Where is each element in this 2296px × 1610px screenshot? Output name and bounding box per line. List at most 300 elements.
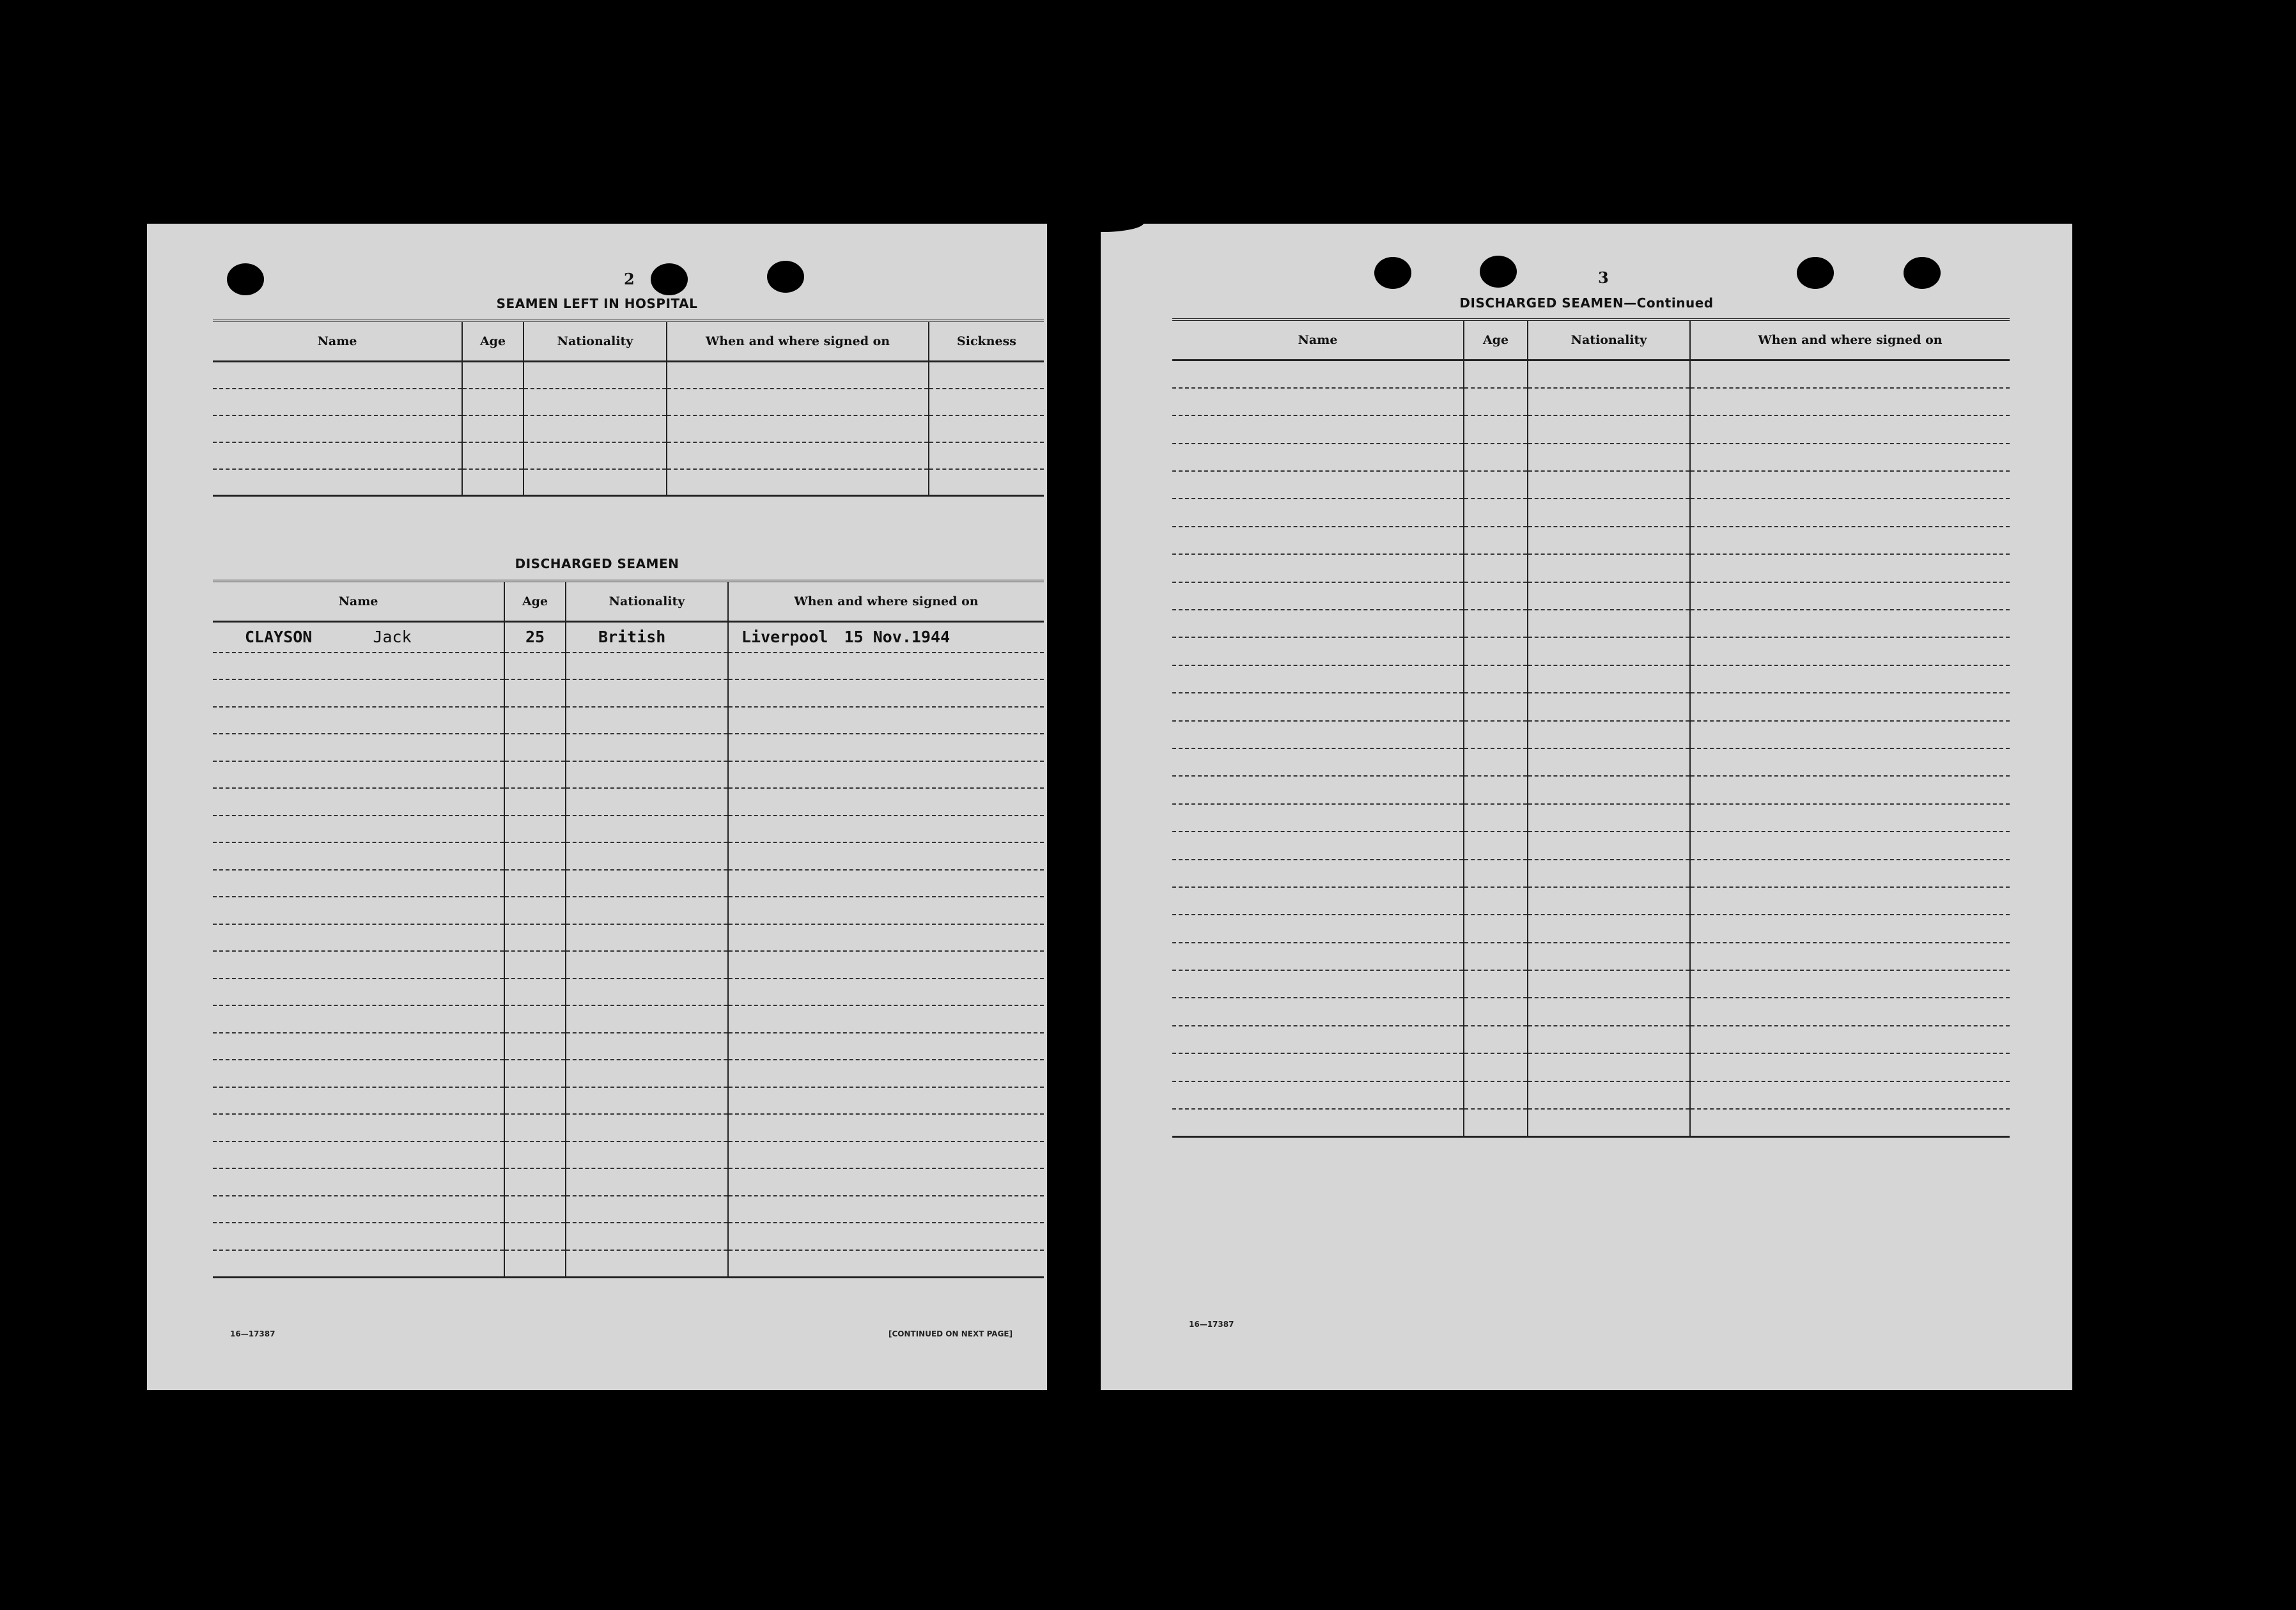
table-row <box>1172 388 2010 415</box>
table-cell <box>213 1142 504 1169</box>
table-cell <box>1690 860 2010 887</box>
table-cell <box>728 1005 1044 1033</box>
table-cell <box>1690 915 2010 942</box>
table-cell <box>728 1060 1044 1087</box>
table-cell <box>1172 693 1464 720</box>
punch-hole <box>1480 256 1517 288</box>
table-cell <box>1464 444 1528 471</box>
table-cell <box>1464 998 1528 1025</box>
table-row <box>213 951 1044 979</box>
table-cell <box>504 979 566 1006</box>
table-cell <box>1528 998 1690 1025</box>
table-cell <box>1464 388 1528 415</box>
table-row <box>1172 1081 2010 1109</box>
table-row <box>213 622 1044 653</box>
table-cell <box>213 816 504 843</box>
table-cell <box>1464 610 1528 637</box>
table-cell <box>1528 887 1690 915</box>
table-row <box>1172 832 2010 859</box>
table-cell <box>929 469 1044 496</box>
table-cell <box>1464 832 1528 859</box>
table-row <box>213 761 1044 789</box>
table-cell <box>213 951 504 979</box>
table-cell <box>213 622 504 653</box>
table-cell <box>1528 527 1690 554</box>
table-cell <box>566 924 728 952</box>
table-cell <box>1464 776 1528 803</box>
table-cell <box>1690 721 2010 748</box>
table-cell <box>1172 1026 1464 1053</box>
table-cell <box>524 442 667 469</box>
table-cell <box>1528 915 1690 942</box>
table-cell <box>1690 693 2010 720</box>
table-row <box>213 1114 1044 1142</box>
table-cell <box>462 442 524 469</box>
table-cell <box>504 1060 566 1087</box>
table-row <box>1172 998 2010 1025</box>
table-row <box>1172 1053 2010 1081</box>
table-cell <box>1172 665 1464 693</box>
table-cell <box>1464 804 1528 832</box>
table-cell <box>1172 860 1464 887</box>
table-cell <box>504 870 566 897</box>
table-cell <box>1172 582 1464 610</box>
table-cell <box>1528 776 1690 803</box>
table-cell <box>566 816 728 843</box>
table-cell <box>728 1033 1044 1060</box>
table-cell <box>1172 554 1464 582</box>
table-cell <box>504 707 566 734</box>
hospital-table <box>213 320 1044 497</box>
table-cell <box>1172 887 1464 915</box>
table-row <box>1172 721 2010 748</box>
table-cell <box>213 1005 504 1033</box>
table-cell <box>566 622 728 653</box>
table-cell <box>1172 748 1464 776</box>
table-cell <box>1690 582 2010 610</box>
table-cell <box>566 897 728 924</box>
table-cell <box>504 1033 566 1060</box>
table-cell <box>728 1250 1044 1278</box>
table-cell <box>213 415 462 442</box>
table-cell <box>929 389 1044 415</box>
table-cell <box>728 951 1044 979</box>
given-name: Jack <box>373 628 412 647</box>
table-row <box>213 842 1044 870</box>
table-cell <box>1172 610 1464 637</box>
table-cell <box>1464 1026 1528 1053</box>
column-header: Nationality <box>1528 320 1690 360</box>
table-cell <box>566 653 728 680</box>
table-cell <box>524 469 667 496</box>
column-header: Name <box>1172 320 1464 360</box>
punch-hole <box>767 261 804 293</box>
table-cell <box>1690 1026 2010 1053</box>
table-row <box>213 870 1044 897</box>
table-cell <box>728 653 1044 680</box>
table-cell <box>1464 1109 1528 1136</box>
table-cell <box>728 979 1044 1006</box>
table-cell <box>504 1114 566 1142</box>
table-cell <box>566 761 728 789</box>
form-number: 16—17387 <box>230 1329 275 1338</box>
table-cell <box>566 1168 728 1196</box>
table-cell <box>462 389 524 415</box>
table-cell <box>504 653 566 680</box>
table-cell <box>728 761 1044 789</box>
table-cell <box>1172 1053 1464 1081</box>
form-number: 16—17387 <box>1189 1320 1234 1329</box>
table-cell <box>213 707 504 734</box>
table-cell <box>1528 444 1690 471</box>
signed-on-place: Liverpool <box>741 628 828 647</box>
table-row <box>1172 360 2010 388</box>
column-header: When and where signed on <box>1690 320 2010 360</box>
table-cell <box>1690 887 2010 915</box>
table-cell <box>1464 471 1528 499</box>
table-cell <box>728 1087 1044 1115</box>
table-row <box>213 924 1044 952</box>
table-row <box>1172 471 2010 499</box>
table-cell <box>504 788 566 816</box>
table-cell <box>1172 388 1464 415</box>
continued-note: [CONTINUED ON NEXT PAGE] <box>888 1329 1013 1338</box>
table-cell <box>1690 1081 2010 1109</box>
table-cell <box>1464 415 1528 443</box>
table-cell <box>1172 1081 1464 1109</box>
table-cell <box>1528 832 1690 859</box>
table-row <box>213 816 1044 843</box>
table-cell <box>1528 610 1690 637</box>
table-cell <box>504 842 566 870</box>
table-cell <box>1172 721 1464 748</box>
right-page <box>1101 224 2072 1390</box>
table-cell <box>566 842 728 870</box>
table-cell <box>504 1142 566 1169</box>
table-cell <box>728 1114 1044 1142</box>
column-header: Sickness <box>929 321 1044 362</box>
table-cell <box>566 707 728 734</box>
table-cell <box>504 951 566 979</box>
table-row <box>213 979 1044 1006</box>
column-header: Age <box>1464 320 1528 360</box>
table-cell <box>566 1087 728 1115</box>
table-cell <box>524 362 667 389</box>
table-row <box>1172 970 2010 998</box>
table-cell <box>728 707 1044 734</box>
table-cell <box>566 951 728 979</box>
signed-on-date: 15 Nov.1944 <box>844 628 950 647</box>
table-cell <box>1172 804 1464 832</box>
table-cell <box>667 442 929 469</box>
table-row <box>1172 554 2010 582</box>
table-row <box>1172 860 2010 887</box>
table-cell <box>1528 415 1690 443</box>
table-cell <box>728 897 1044 924</box>
table-row <box>1172 887 2010 915</box>
table-cell <box>566 1005 728 1033</box>
table-cell <box>1464 943 1528 970</box>
table-cell <box>524 389 667 415</box>
table-cell <box>1690 499 2010 526</box>
surname: CLAYSON <box>245 628 313 647</box>
table-cell <box>1690 998 2010 1025</box>
table-cell <box>1528 471 1690 499</box>
punch-hole <box>1374 257 1411 289</box>
table-cell <box>1172 832 1464 859</box>
table-cell <box>728 1196 1044 1223</box>
table-cell <box>504 924 566 952</box>
table-cell <box>504 1196 566 1223</box>
table-cell <box>1690 804 2010 832</box>
table-cell <box>1528 1026 1690 1053</box>
punch-hole <box>1797 257 1834 289</box>
table-cell <box>1464 915 1528 942</box>
table-cell <box>728 816 1044 843</box>
table-cell <box>213 761 504 789</box>
table-cell <box>524 415 667 442</box>
table-cell <box>1464 554 1528 582</box>
table-row <box>213 1087 1044 1115</box>
table-cell <box>1690 610 2010 637</box>
table-cell <box>566 1196 728 1223</box>
table-cell <box>1690 1053 2010 1081</box>
table-cell <box>1464 860 1528 887</box>
table-cell <box>504 1250 566 1278</box>
table-cell <box>213 788 504 816</box>
table-cell <box>504 1005 566 1033</box>
table-cell <box>728 842 1044 870</box>
table-cell <box>1464 721 1528 748</box>
table-cell <box>1690 1109 2010 1136</box>
table-cell <box>213 897 504 924</box>
table-cell <box>929 442 1044 469</box>
table-cell <box>213 1196 504 1223</box>
table-cell <box>504 897 566 924</box>
table-row <box>1172 610 2010 637</box>
table-row <box>213 1060 1044 1087</box>
table-cell <box>728 734 1044 761</box>
table-cell <box>566 1033 728 1060</box>
table-cell <box>1528 1081 1690 1109</box>
table-cell <box>1464 582 1528 610</box>
table-cell <box>1528 721 1690 748</box>
table-row <box>213 679 1044 707</box>
table-cell <box>213 734 504 761</box>
table-cell <box>504 1223 566 1250</box>
table-cell <box>1528 860 1690 887</box>
table-cell <box>1528 1109 1690 1136</box>
discharged-section-title: DISCHARGED SEAMEN <box>515 556 679 571</box>
column-header: When and where signed on <box>667 321 929 362</box>
table-cell <box>1172 970 1464 998</box>
table-cell <box>1172 415 1464 443</box>
table-cell <box>1172 527 1464 554</box>
table-cell <box>1172 444 1464 471</box>
table-cell <box>213 362 462 389</box>
table-row <box>1172 804 2010 832</box>
table-cell <box>1528 360 1690 388</box>
table-cell <box>1528 637 1690 665</box>
table-row <box>213 1033 1044 1060</box>
table-cell <box>213 1033 504 1060</box>
table-row <box>1172 1109 2010 1136</box>
table-row <box>213 1142 1044 1169</box>
table-cell <box>1690 415 2010 443</box>
table-cell <box>566 1114 728 1142</box>
table-cell <box>1528 665 1690 693</box>
table-cell <box>1690 637 2010 665</box>
table-cell <box>462 362 524 389</box>
table-cell <box>462 469 524 496</box>
table-cell <box>566 979 728 1006</box>
table-cell <box>1690 527 2010 554</box>
table-cell <box>1464 665 1528 693</box>
table-cell <box>213 1087 504 1115</box>
table-row <box>1172 665 2010 693</box>
page-number: 3 <box>1598 268 1609 287</box>
column-header: When and where signed on <box>728 581 1044 622</box>
table-cell <box>1528 582 1690 610</box>
column-header: Age <box>462 321 524 362</box>
table-cell <box>1528 693 1690 720</box>
table-cell <box>1172 1109 1464 1136</box>
table-cell <box>1464 887 1528 915</box>
table-cell <box>1172 998 1464 1025</box>
table-row <box>213 788 1044 816</box>
table-cell <box>504 1168 566 1196</box>
table-cell <box>1528 943 1690 970</box>
column-header: Nationality <box>566 581 728 622</box>
table-cell <box>1172 471 1464 499</box>
table-row <box>1172 499 2010 526</box>
table-cell <box>1464 693 1528 720</box>
table-cell <box>213 469 462 496</box>
table-cell <box>667 469 929 496</box>
table-row <box>213 1196 1044 1223</box>
column-header: Name <box>213 321 462 362</box>
table-row <box>1172 748 2010 776</box>
table-cell <box>728 870 1044 897</box>
table-row <box>1172 1026 2010 1053</box>
table-cell <box>1690 776 2010 803</box>
table-row <box>213 653 1044 680</box>
table-cell <box>1690 943 2010 970</box>
table-cell <box>667 415 929 442</box>
table-cell <box>504 761 566 789</box>
table-cell <box>1690 748 2010 776</box>
table-cell <box>667 389 929 415</box>
table-cell <box>1528 554 1690 582</box>
table-cell <box>213 870 504 897</box>
table-cell <box>213 442 462 469</box>
table-cell <box>728 1168 1044 1196</box>
table-cell <box>213 653 504 680</box>
table-cell <box>1172 943 1464 970</box>
table-cell <box>566 788 728 816</box>
table-cell <box>728 788 1044 816</box>
table-cell <box>1690 970 2010 998</box>
table-cell <box>1690 471 2010 499</box>
hospital-section-title: SEAMEN LEFT IN HOSPITAL <box>496 296 698 311</box>
table-cell <box>504 622 566 653</box>
table-cell <box>1172 499 1464 526</box>
table-cell <box>728 622 1044 653</box>
table-cell <box>728 1223 1044 1250</box>
left-page <box>147 224 1047 1390</box>
table-cell <box>1172 360 1464 388</box>
table-row <box>213 707 1044 734</box>
table-cell <box>566 679 728 707</box>
table-cell <box>728 924 1044 952</box>
table-cell <box>504 734 566 761</box>
table-row <box>1172 915 2010 942</box>
table-cell <box>1528 388 1690 415</box>
table-row <box>1172 444 2010 471</box>
column-header: Age <box>504 581 566 622</box>
table-cell <box>929 415 1044 442</box>
table-cell <box>1464 1081 1528 1109</box>
table-cell <box>213 924 504 952</box>
page-number: 2 <box>624 270 635 288</box>
table-row <box>213 1223 1044 1250</box>
table-cell <box>504 816 566 843</box>
table-cell <box>1464 748 1528 776</box>
table-row <box>1172 943 2010 970</box>
discharged-table <box>213 580 1044 1278</box>
discharged-continued-table <box>1172 318 2010 1138</box>
table-row <box>1172 527 2010 554</box>
punch-hole <box>227 263 264 295</box>
table-cell <box>566 870 728 897</box>
table-row <box>213 1168 1044 1196</box>
table-cell <box>1528 748 1690 776</box>
table-cell <box>1464 637 1528 665</box>
table-row <box>1172 693 2010 720</box>
age: 25 <box>525 628 545 647</box>
table-cell <box>728 1142 1044 1169</box>
nationality: British <box>598 628 666 647</box>
column-header: Name <box>213 581 504 622</box>
table-cell <box>929 362 1044 389</box>
table-row <box>1172 582 2010 610</box>
table-cell <box>1690 665 2010 693</box>
table-cell <box>1690 360 2010 388</box>
table-cell <box>1464 360 1528 388</box>
table-cell <box>566 734 728 761</box>
table-cell <box>213 679 504 707</box>
table-cell <box>566 1060 728 1087</box>
table-row <box>213 734 1044 761</box>
table-cell <box>1464 527 1528 554</box>
table-cell <box>213 389 462 415</box>
table-cell <box>504 1087 566 1115</box>
table-cell <box>1690 388 2010 415</box>
table-cell <box>462 415 524 442</box>
table-cell <box>1172 637 1464 665</box>
table-cell <box>1172 776 1464 803</box>
table-cell <box>566 1142 728 1169</box>
table-cell <box>213 1060 504 1087</box>
table-cell <box>1690 444 2010 471</box>
table-cell <box>213 842 504 870</box>
punch-hole <box>1904 257 1941 289</box>
section-title: DISCHARGED SEAMEN—Continued <box>1459 295 1714 311</box>
table-row <box>213 1005 1044 1033</box>
table-cell <box>1690 832 2010 859</box>
table-cell <box>213 1168 504 1196</box>
table-cell <box>213 1250 504 1278</box>
